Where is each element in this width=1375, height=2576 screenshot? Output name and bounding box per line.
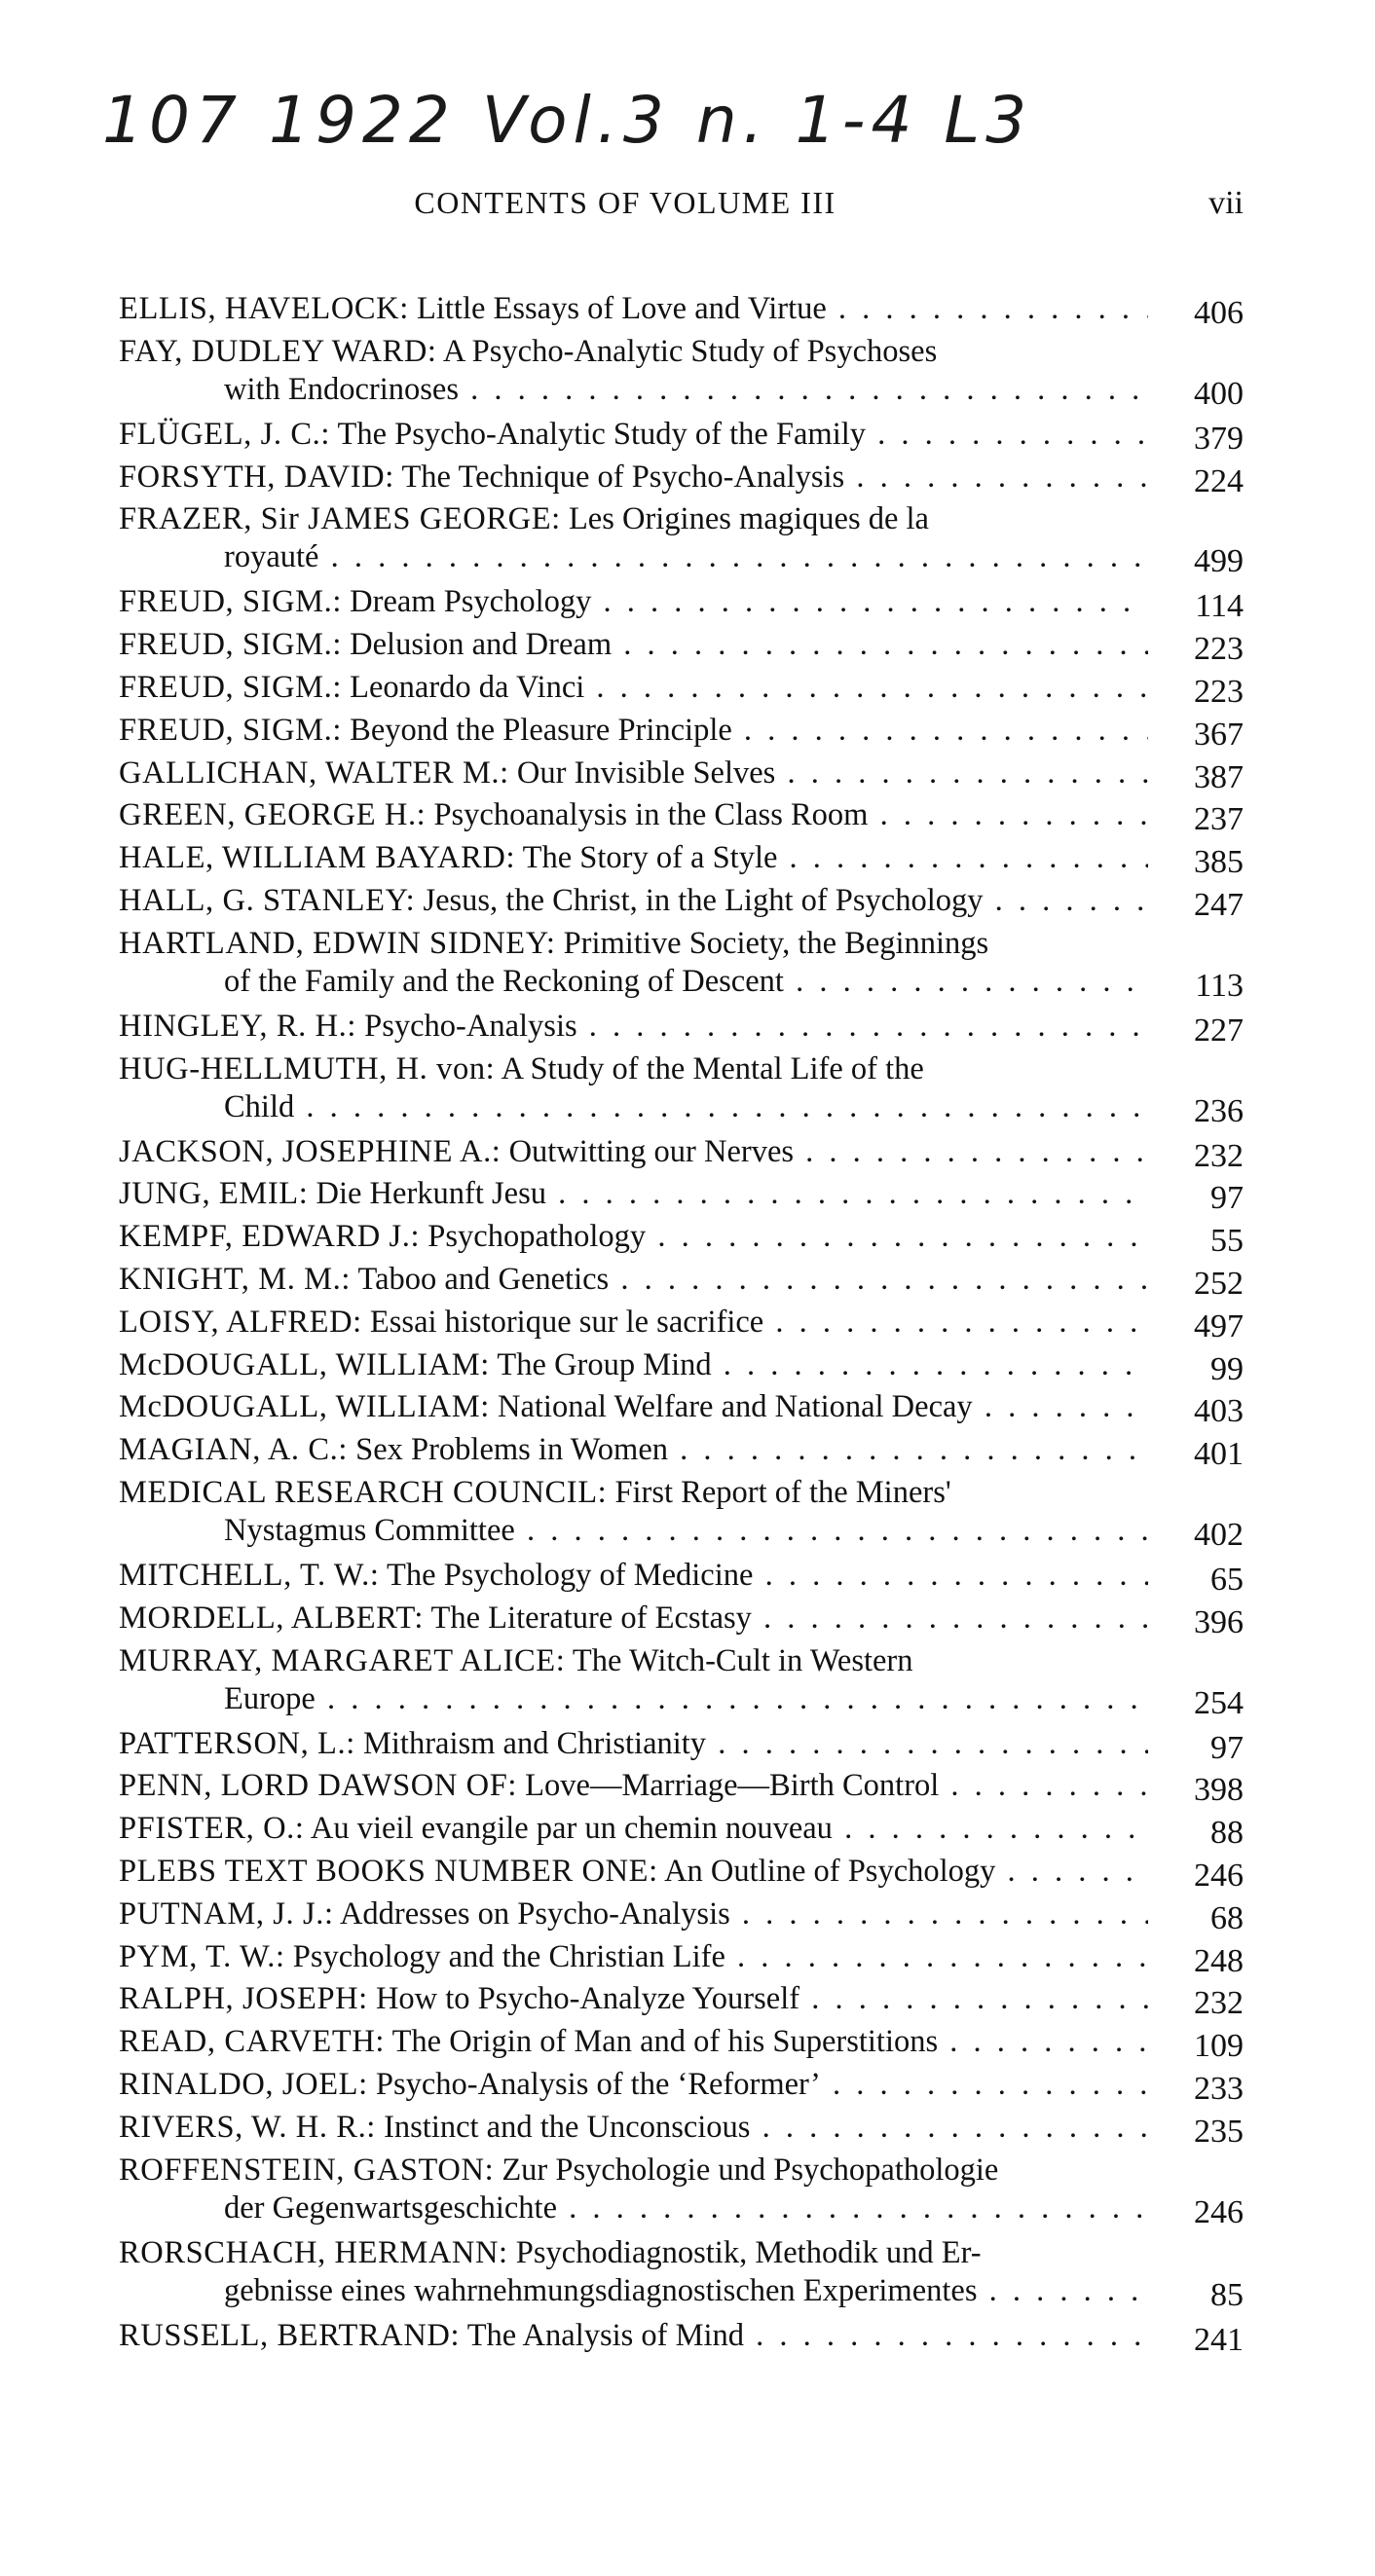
contents-entry	[119, 626, 1244, 668]
entry-page-number: 232	[1148, 1137, 1244, 1175]
entry-author: FRAZER, Sir JAMES GEORGE:	[119, 501, 561, 537]
entry-page-number: 497	[1148, 1307, 1244, 1345]
entry-author: PUTNAM, J. J.:	[119, 1895, 334, 1932]
entry-text	[119, 2109, 1151, 2147]
entry-title: Our Invisible Selves . . .	[517, 755, 1151, 791]
contents-entry	[119, 839, 1244, 881]
entry-author: FLÜGEL, J. C.:	[119, 416, 330, 452]
entry-title: The Group Mind . . .	[497, 1347, 1151, 1382]
entry-title: The Story of a Style . . .	[523, 840, 1151, 875]
entry-page-number: 247	[1148, 886, 1244, 924]
entry-page-number: 227	[1148, 1012, 1244, 1049]
entry-title: Leonardo da Vinci . . .	[350, 670, 1151, 705]
entry-author: PATTERSON, L.:	[119, 1725, 355, 1761]
entry-text	[119, 2152, 1151, 2227]
entry-author: FREUD, SIGM.:	[119, 712, 343, 748]
entry-title-continued	[119, 1088, 1151, 1126]
entry-title-continued	[119, 538, 1151, 576]
entry-title: Psychodiagnostik, Methodik und Er-	[515, 2234, 982, 2270]
entry-title-continued-text: gebnisse eines wahrnehmungsdiagnostischen Experimentes . . .	[224, 2273, 1151, 2308]
entry-page-number: 237	[1148, 800, 1244, 838]
entry-title-continued	[119, 2272, 1151, 2310]
entry-author: KNIGHT, M. M.:	[119, 1261, 351, 1297]
entry-page-number: 400	[1148, 375, 1244, 413]
contents-entry	[119, 333, 1244, 412]
entry-title-continued-text: der Gegenwartsgeschichte . . .	[224, 2190, 1151, 2226]
entry-author: MITCHELL, T. W.:	[119, 1557, 380, 1593]
entry-text	[119, 2066, 1151, 2104]
entry-title-continued-text: with Endocrinoses . . .	[224, 372, 1151, 407]
entry-page-number: 68	[1148, 1899, 1244, 1937]
contents-entry	[119, 1346, 1244, 1387]
entry-author: MORDELL, ALBERT:	[119, 1600, 424, 1636]
entry-text	[119, 1767, 1151, 1805]
entry-page-number: 223	[1148, 630, 1244, 668]
entry-page-number: 233	[1148, 2070, 1244, 2108]
entry-text	[119, 1304, 1151, 1342]
entry-page-number: 223	[1148, 673, 1244, 711]
entry-author: GREEN, GEORGE H.:	[119, 797, 427, 833]
entry-text	[119, 925, 1151, 1001]
entry-page-number: 385	[1148, 843, 1244, 881]
entry-text	[119, 459, 1151, 497]
entry-title: First Report of the Miners'	[614, 1474, 951, 1510]
entry-page-number: 499	[1148, 542, 1244, 580]
entry-page-number: 113	[1148, 967, 1244, 1005]
entry-page-number: 403	[1148, 1392, 1244, 1430]
contents-entry	[119, 1175, 1244, 1217]
entry-text	[119, 1261, 1151, 1299]
contents-entry	[119, 2234, 1244, 2313]
entry-title: Mithraism and Christianity . . .	[363, 1726, 1151, 1761]
entry-author: FAY, DUDLEY WARD:	[119, 333, 437, 369]
contents-entry	[119, 1261, 1244, 1302]
contents-entry	[119, 754, 1244, 795]
entry-title-continued	[119, 1512, 1151, 1550]
entry-text	[119, 754, 1151, 792]
contents-entry	[119, 712, 1244, 753]
entry-title: Instinct and the Unconscious . . .	[384, 2110, 1151, 2145]
entry-text	[119, 2317, 1151, 2355]
entry-author: HINGLEY, R. H.:	[119, 1008, 357, 1044]
contents-entry	[119, 1938, 1244, 1979]
contents-entry	[119, 1725, 1244, 1766]
entry-text	[119, 1218, 1151, 1256]
entry-text	[119, 1175, 1151, 1213]
running-header	[119, 185, 1244, 234]
entry-text	[119, 2234, 1151, 2310]
entry-author: HARTLAND, EDWIN SIDNEY:	[119, 925, 556, 961]
entry-page-number: 99	[1148, 1350, 1244, 1388]
entry-author: RINALDO, JOEL:	[119, 2066, 368, 2102]
entry-author: McDOUGALL, WILLIAM:	[119, 1389, 490, 1425]
entry-text	[119, 1980, 1151, 2018]
entry-text	[119, 290, 1151, 328]
contents-entry	[119, 1980, 1244, 2022]
entry-page-number: 367	[1148, 716, 1244, 754]
entry-page-number: 65	[1148, 1561, 1244, 1599]
entry-title-continued	[119, 1680, 1151, 1718]
contents-entry	[119, 1008, 1244, 1049]
entry-page-number: 246	[1148, 1857, 1244, 1895]
entry-author: PLEBS TEXT BOOKS NUMBER ONE:	[119, 1853, 658, 1889]
entry-page-number: 97	[1148, 1179, 1244, 1217]
contents-entry	[119, 2023, 1244, 2065]
entry-text	[119, 333, 1151, 409]
entry-text	[119, 1642, 1151, 1718]
entry-title: Les Origines magiques de la	[568, 501, 929, 537]
contents-entry	[119, 500, 1244, 580]
entry-text	[119, 669, 1151, 707]
entry-title-continued-text: Nystagmus Committee . . .	[224, 1513, 1151, 1548]
entry-title: Taboo and Genetics . . .	[358, 1262, 1151, 1297]
entry-title: How to Psycho-Analyze Yourself . . .	[376, 1981, 1151, 2016]
entry-text	[119, 1810, 1151, 1848]
entry-author: MEDICAL RESEARCH COUNCIL:	[119, 1474, 608, 1510]
entry-author: FORSYTH, DAVID:	[119, 459, 394, 495]
entry-author: ROFFENSTEIN, GASTON:	[119, 2152, 495, 2188]
contents-entry	[119, 1133, 1244, 1174]
entry-author: PYM, T. W.:	[119, 1938, 285, 1974]
entry-page-number: 224	[1148, 462, 1244, 500]
entry-title-continued-text: Europe . . .	[224, 1681, 1151, 1716]
entry-author: JACKSON, JOSEPHINE A.:	[119, 1133, 502, 1169]
entry-author: GALLICHAN, WALTER M.:	[119, 754, 509, 791]
contents-entry	[119, 669, 1244, 710]
entry-page-number: 379	[1148, 420, 1244, 458]
contents-entry	[119, 1642, 1244, 1721]
entry-title: A Study of the Mental Life of the	[501, 1050, 924, 1086]
entry-text	[119, 712, 1151, 750]
entry-author: RALPH, JOSEPH:	[119, 1981, 368, 2017]
handwritten-shelfmark	[102, 76, 1251, 164]
page-number: vii	[1208, 185, 1244, 221]
contents-entry	[119, 796, 1244, 838]
entry-title: Psycho-Analysis of the ‘Reformer’ . . .	[376, 2067, 1151, 2102]
entry-text	[119, 1725, 1151, 1763]
contents-entry	[119, 925, 1244, 1004]
contents-entry	[119, 2317, 1244, 2358]
entry-author: ELLIS, HAVELOCK:	[119, 291, 409, 326]
entry-text	[119, 1938, 1151, 1976]
contents-entry	[119, 1218, 1244, 1260]
entry-author: RIVERS, W. H. R.:	[119, 2109, 376, 2145]
entry-page-number: 252	[1148, 1265, 1244, 1303]
contents-entry	[119, 2152, 1244, 2230]
handwritten-note: 107 1922 Vol.3 n. 1-4 L3	[102, 83, 1033, 158]
entry-page-number: 254	[1148, 1684, 1244, 1722]
entry-title-continued-text: of the Family and the Reckoning of Descent . . .	[224, 964, 1151, 999]
entry-author: HALE, WILLIAM BAYARD:	[119, 840, 516, 876]
entry-author: FREUD, SIGM.:	[119, 627, 343, 663]
entry-page-number: 88	[1148, 1814, 1244, 1852]
entry-text	[119, 416, 1151, 454]
entry-title: Outwitting our Nerves . . .	[509, 1134, 1151, 1169]
entry-page-number: 402	[1148, 1516, 1244, 1554]
entry-text	[119, 1431, 1151, 1469]
contents-entry	[119, 882, 1244, 923]
entry-text	[119, 839, 1151, 877]
entry-title: The Witch-Cult in Western	[572, 1642, 913, 1678]
entry-text	[119, 626, 1151, 664]
entry-page-number: 109	[1148, 2027, 1244, 2065]
entry-page-number: 232	[1148, 1984, 1244, 2022]
contents-entry	[119, 1304, 1244, 1342]
entry-author: KEMPF, EDWARD J.:	[119, 1219, 421, 1255]
entry-author: McDOUGALL, WILLIAM:	[119, 1346, 490, 1382]
entry-title: Psycho-Analysis . . .	[364, 1009, 1151, 1044]
entry-page-number: 396	[1148, 1603, 1244, 1641]
entry-page-number: 235	[1148, 2113, 1244, 2151]
contents-entry	[119, 583, 1244, 625]
contents-entry	[119, 1810, 1244, 1852]
entry-author: HALL, G. STANLEY:	[119, 882, 416, 918]
entry-title-continued-text: Child . . .	[224, 1089, 1151, 1124]
entry-text	[119, 1474, 1151, 1550]
entry-page-number: 406	[1148, 294, 1244, 332]
entry-text	[119, 500, 1151, 576]
entry-title: The Literature of Ecstasy . . .	[431, 1601, 1151, 1636]
contents-list	[119, 290, 1244, 2359]
entry-title: The Analysis of Mind . . .	[467, 2318, 1151, 2353]
entry-title: Dream Psychology . . .	[350, 584, 1151, 619]
entry-title: Love—Marriage—Birth Control . . .	[525, 1768, 1151, 1803]
entry-title: An Outline of Psychology . . .	[664, 1854, 1151, 1889]
entry-author: FREUD, SIGM.:	[119, 584, 343, 620]
entry-title: Au vieil evangile par un chemin nouveau . . .	[311, 1811, 1151, 1846]
entry-page-number: 401	[1148, 1435, 1244, 1473]
entry-text	[119, 882, 1151, 920]
entry-text	[119, 1346, 1151, 1384]
entry-text	[119, 1388, 1151, 1426]
entry-author: PENN, LORD DAWSON OF:	[119, 1768, 518, 1804]
entry-page-number: 241	[1148, 2321, 1244, 2359]
entry-title: Psychoanalysis in the Class Room . . .	[433, 797, 1151, 832]
entry-title-continued	[119, 2190, 1151, 2227]
entry-page-number: 248	[1148, 1942, 1244, 1980]
contents-entry	[119, 1853, 1244, 1894]
entry-page-number: 97	[1148, 1729, 1244, 1767]
entry-title: Die Herkunft Jesu . . .	[316, 1176, 1152, 1211]
entry-title: A Psycho-Analytic Study of Psychoses	[442, 333, 938, 369]
entry-text	[119, 1853, 1151, 1891]
entry-title: Delusion and Dream . . .	[350, 627, 1151, 662]
entry-author: HUG-HELLMUTH, H. von:	[119, 1050, 496, 1086]
entry-author: JUNG, EMIL:	[119, 1176, 309, 1212]
contents-entry	[119, 1388, 1244, 1430]
entry-author: MAGIAN, A. C.:	[119, 1432, 349, 1468]
entry-text	[119, 2023, 1151, 2061]
entry-page-number: 387	[1148, 758, 1244, 796]
entry-author: READ, CARVETH:	[119, 2024, 386, 2060]
contents-entry	[119, 290, 1244, 331]
entry-title: The Psychology of Medicine . . .	[387, 1558, 1151, 1593]
entry-page-number: 246	[1148, 2193, 1244, 2231]
contents-entry	[119, 1600, 1244, 1638]
entry-title: The Psycho-Analytic Study of the Family . . .	[338, 417, 1152, 452]
entry-title: Beyond the Pleasure Principle . . .	[350, 713, 1151, 748]
entry-text	[119, 1050, 1151, 1126]
contents-entry	[119, 1895, 1244, 1936]
entry-title: The Origin of Man and of his Superstitions . . .	[392, 2024, 1151, 2059]
entry-title-continued	[119, 963, 1151, 1001]
entry-text	[119, 1895, 1151, 1933]
entry-author: RORSCHACH, HERMANN:	[119, 2234, 508, 2270]
entry-page-number: 236	[1148, 1092, 1244, 1130]
entry-title-continued	[119, 371, 1151, 409]
contents-entry	[119, 459, 1244, 497]
page-title: CONTENTS OF VOLUME III	[414, 185, 836, 220]
contents-entry	[119, 1767, 1244, 1809]
entry-title: Psychopathology . . .	[427, 1219, 1151, 1254]
entry-text	[119, 1133, 1151, 1171]
entry-page-number: 398	[1148, 1771, 1244, 1809]
entry-author: MURRAY, MARGARET ALICE:	[119, 1642, 566, 1678]
contents-entry	[119, 2109, 1244, 2150]
entry-title: The Technique of Psycho-Analysis . . .	[401, 460, 1151, 495]
entry-text	[119, 1008, 1151, 1046]
contents-entry	[119, 2066, 1244, 2107]
entry-author: FREUD, SIGM.:	[119, 669, 343, 705]
entry-title: Addresses on Psycho-Analysis . . .	[340, 1896, 1151, 1932]
entry-title-continued-text: royauté . . .	[224, 539, 1151, 574]
entry-title: Little Essays of Love and Virtue . . .	[417, 291, 1151, 326]
entry-title: Essai historique sur le sacrifice . . .	[370, 1305, 1151, 1340]
contents-entry	[119, 1050, 1244, 1129]
entry-title: Jesus, the Christ, in the Light of Psychology . . .	[423, 883, 1151, 918]
entry-author: PFISTER, O.:	[119, 1811, 305, 1847]
entry-page-number: 114	[1148, 587, 1244, 625]
entry-text	[119, 1600, 1151, 1638]
entry-page-number: 55	[1148, 1222, 1244, 1260]
entry-author: LOISY, ALFRED:	[119, 1304, 362, 1340]
entry-title: Primitive Society, the Beginnings	[563, 925, 989, 961]
entry-text	[119, 1557, 1151, 1595]
contents-entry	[119, 1557, 1244, 1598]
entry-title: Sex Problems in Women . . .	[355, 1432, 1151, 1467]
contents-entry	[119, 1431, 1244, 1473]
entry-text	[119, 796, 1151, 834]
entry-title: Zur Psychologie und Psychopathologie	[502, 2152, 999, 2188]
contents-entry	[119, 1474, 1244, 1553]
entry-author: RUSSELL, BERTRAND:	[119, 2317, 461, 2353]
entry-title: National Welfare and National Decay . . .	[498, 1389, 1151, 1424]
entry-text	[119, 583, 1151, 621]
entry-page-number: 85	[1148, 2276, 1244, 2314]
entry-title: Psychology and the Christian Life . . .	[293, 1939, 1151, 1974]
contents-entry	[119, 416, 1244, 457]
